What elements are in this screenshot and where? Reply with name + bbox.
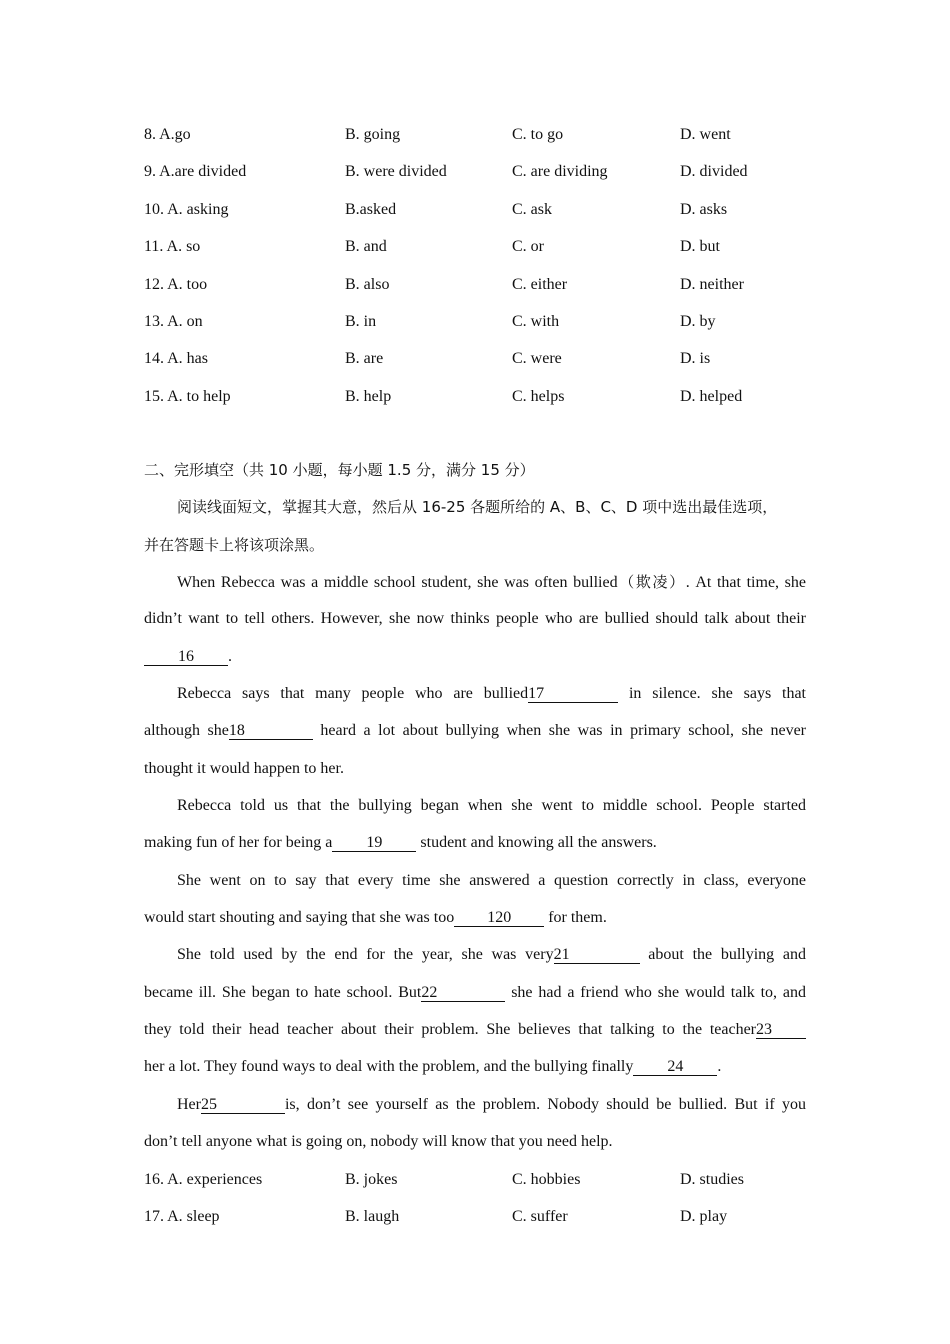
question-17-options [0, 1198, 950, 1235]
passage-line: don’t tell anyone what is going on, nobody will know that you need help. [144, 1133, 613, 1150]
option-a: 8. A.go [144, 126, 191, 143]
option-b: B. laugh [345, 1208, 400, 1226]
options-bottom [0, 1161, 950, 1236]
option-a: 9. A.are divided [144, 163, 247, 181]
passage-line: thought it would happen to her. [144, 760, 344, 777]
question-8-options [0, 116, 950, 153]
question-11-options [0, 228, 950, 265]
option-d: D. helped [680, 387, 743, 405]
options-top [0, 116, 950, 415]
question-16-options [0, 1161, 950, 1198]
question-15-options [0, 378, 950, 415]
option-b: B. help [345, 387, 392, 405]
section-heading: 二、完形填空（共 10 小题，每小题 1.5 分，满分 15 分） [144, 461, 535, 479]
blank-20: 120 [454, 909, 544, 927]
blank-22: 22 [421, 984, 505, 1002]
option-c: C. hobbies [512, 1171, 581, 1188]
blank-18: 18 [229, 722, 313, 740]
passage-line: they told their head teacher about their problem. She believes that talking to the teacher23 [144, 1020, 806, 1040]
option-b: B.asked [345, 200, 397, 218]
passage-line: although she18 heard a lot about bullying when she was in primary school, she never [144, 722, 806, 739]
option-d: D. went [680, 126, 731, 143]
passage-line: would start shouting and saying that she was too 120 for them. [144, 909, 607, 926]
section-instruction: 阅读线面短文，掌握其大意，然后从 16-25 各题所给的 A、B、C、D 项中选出最佳选项， [177, 498, 778, 516]
passage-line: Her25 is, don’t see yourself as the problem. Nobody should be bullied. But if you [177, 1096, 806, 1113]
option-c: C. were [512, 350, 562, 368]
option-c: C. with [512, 312, 560, 330]
blank-19: 19 [332, 834, 416, 852]
option-d: D. by [680, 312, 716, 330]
option-c: C. to go [512, 126, 564, 143]
option-d: D. play [680, 1208, 728, 1226]
option-c: C. or [512, 238, 544, 256]
passage-line: She went on to say that every time she answered a question correctly in class, everyone [177, 872, 806, 889]
blank-21: 21 [554, 946, 640, 964]
passage-line: When Rebecca was a middle school student, she was often bullied（欺凌）. At that time, she [177, 573, 806, 591]
option-c: C. are dividing [512, 163, 608, 181]
option-c: C. ask [512, 200, 552, 218]
passage-line: Rebecca says that many people who are bullied17 in silence. she says that [177, 685, 806, 702]
blank-25: 25 [201, 1096, 285, 1114]
passage-line: became ill. She began to hate school. But22 she had a friend who she would talk to, and [144, 984, 807, 1001]
passage-line: didn’t want to tell others. However, she now thinks people who are bullied should talk about their [144, 610, 806, 627]
option-c: C. either [512, 275, 568, 293]
option-b: B. jokes [345, 1171, 398, 1188]
blank-17: 17 [528, 685, 618, 703]
option-b: B. were divided [345, 163, 447, 181]
blank-24: 24 [633, 1058, 717, 1076]
option-b: B. going [345, 126, 401, 143]
option-a: 12. A. too [144, 275, 208, 293]
question-13-options [0, 303, 950, 340]
option-c: C. helps [512, 387, 565, 405]
option-d: D. asks [680, 200, 728, 218]
option-d: D. but [680, 238, 720, 256]
option-b: B. in [345, 312, 377, 330]
option-b: B. also [345, 275, 390, 293]
section-instruction-cont: 并在答题卡上将该项涂黑。 [144, 536, 325, 554]
option-b: B. are [345, 350, 384, 368]
option-d: D. studies [680, 1171, 744, 1188]
option-d: D. divided [680, 163, 748, 181]
option-d: D. neither [680, 275, 744, 293]
option-d: D. is [680, 350, 711, 368]
passage-line: making fun of her for being a 19 student and knowing all the answers. [144, 834, 657, 851]
option-a: 13. A. on [144, 312, 203, 330]
option-c: C. suffer [512, 1208, 568, 1226]
passage-line: Rebecca told us that the bullying began when she went to middle school. People started [177, 797, 806, 814]
option-a: 17. A. sleep [144, 1208, 220, 1226]
passage-line: She told used by the end for the year, she was very21 about the bullying and [177, 946, 807, 963]
question-9-options [0, 153, 950, 190]
option-a: 10. A. asking [144, 200, 229, 218]
question-10-options [0, 191, 950, 228]
passage-line: 16 . [144, 647, 806, 667]
option-a: 15. A. to help [144, 387, 231, 405]
blank-16: 16 [144, 648, 228, 666]
option-a: 11. A. so [144, 238, 201, 256]
question-12-options [0, 266, 950, 303]
option-a: 14. A. has [144, 350, 208, 368]
option-a: 16. A. experiences [144, 1171, 263, 1188]
option-b: B. and [345, 238, 387, 256]
passage-line: her a lot. They found ways to deal with the problem, and the bullying finally 24 . [144, 1058, 722, 1075]
blank-23: 23 [756, 1021, 806, 1039]
question-14-options [0, 340, 950, 377]
